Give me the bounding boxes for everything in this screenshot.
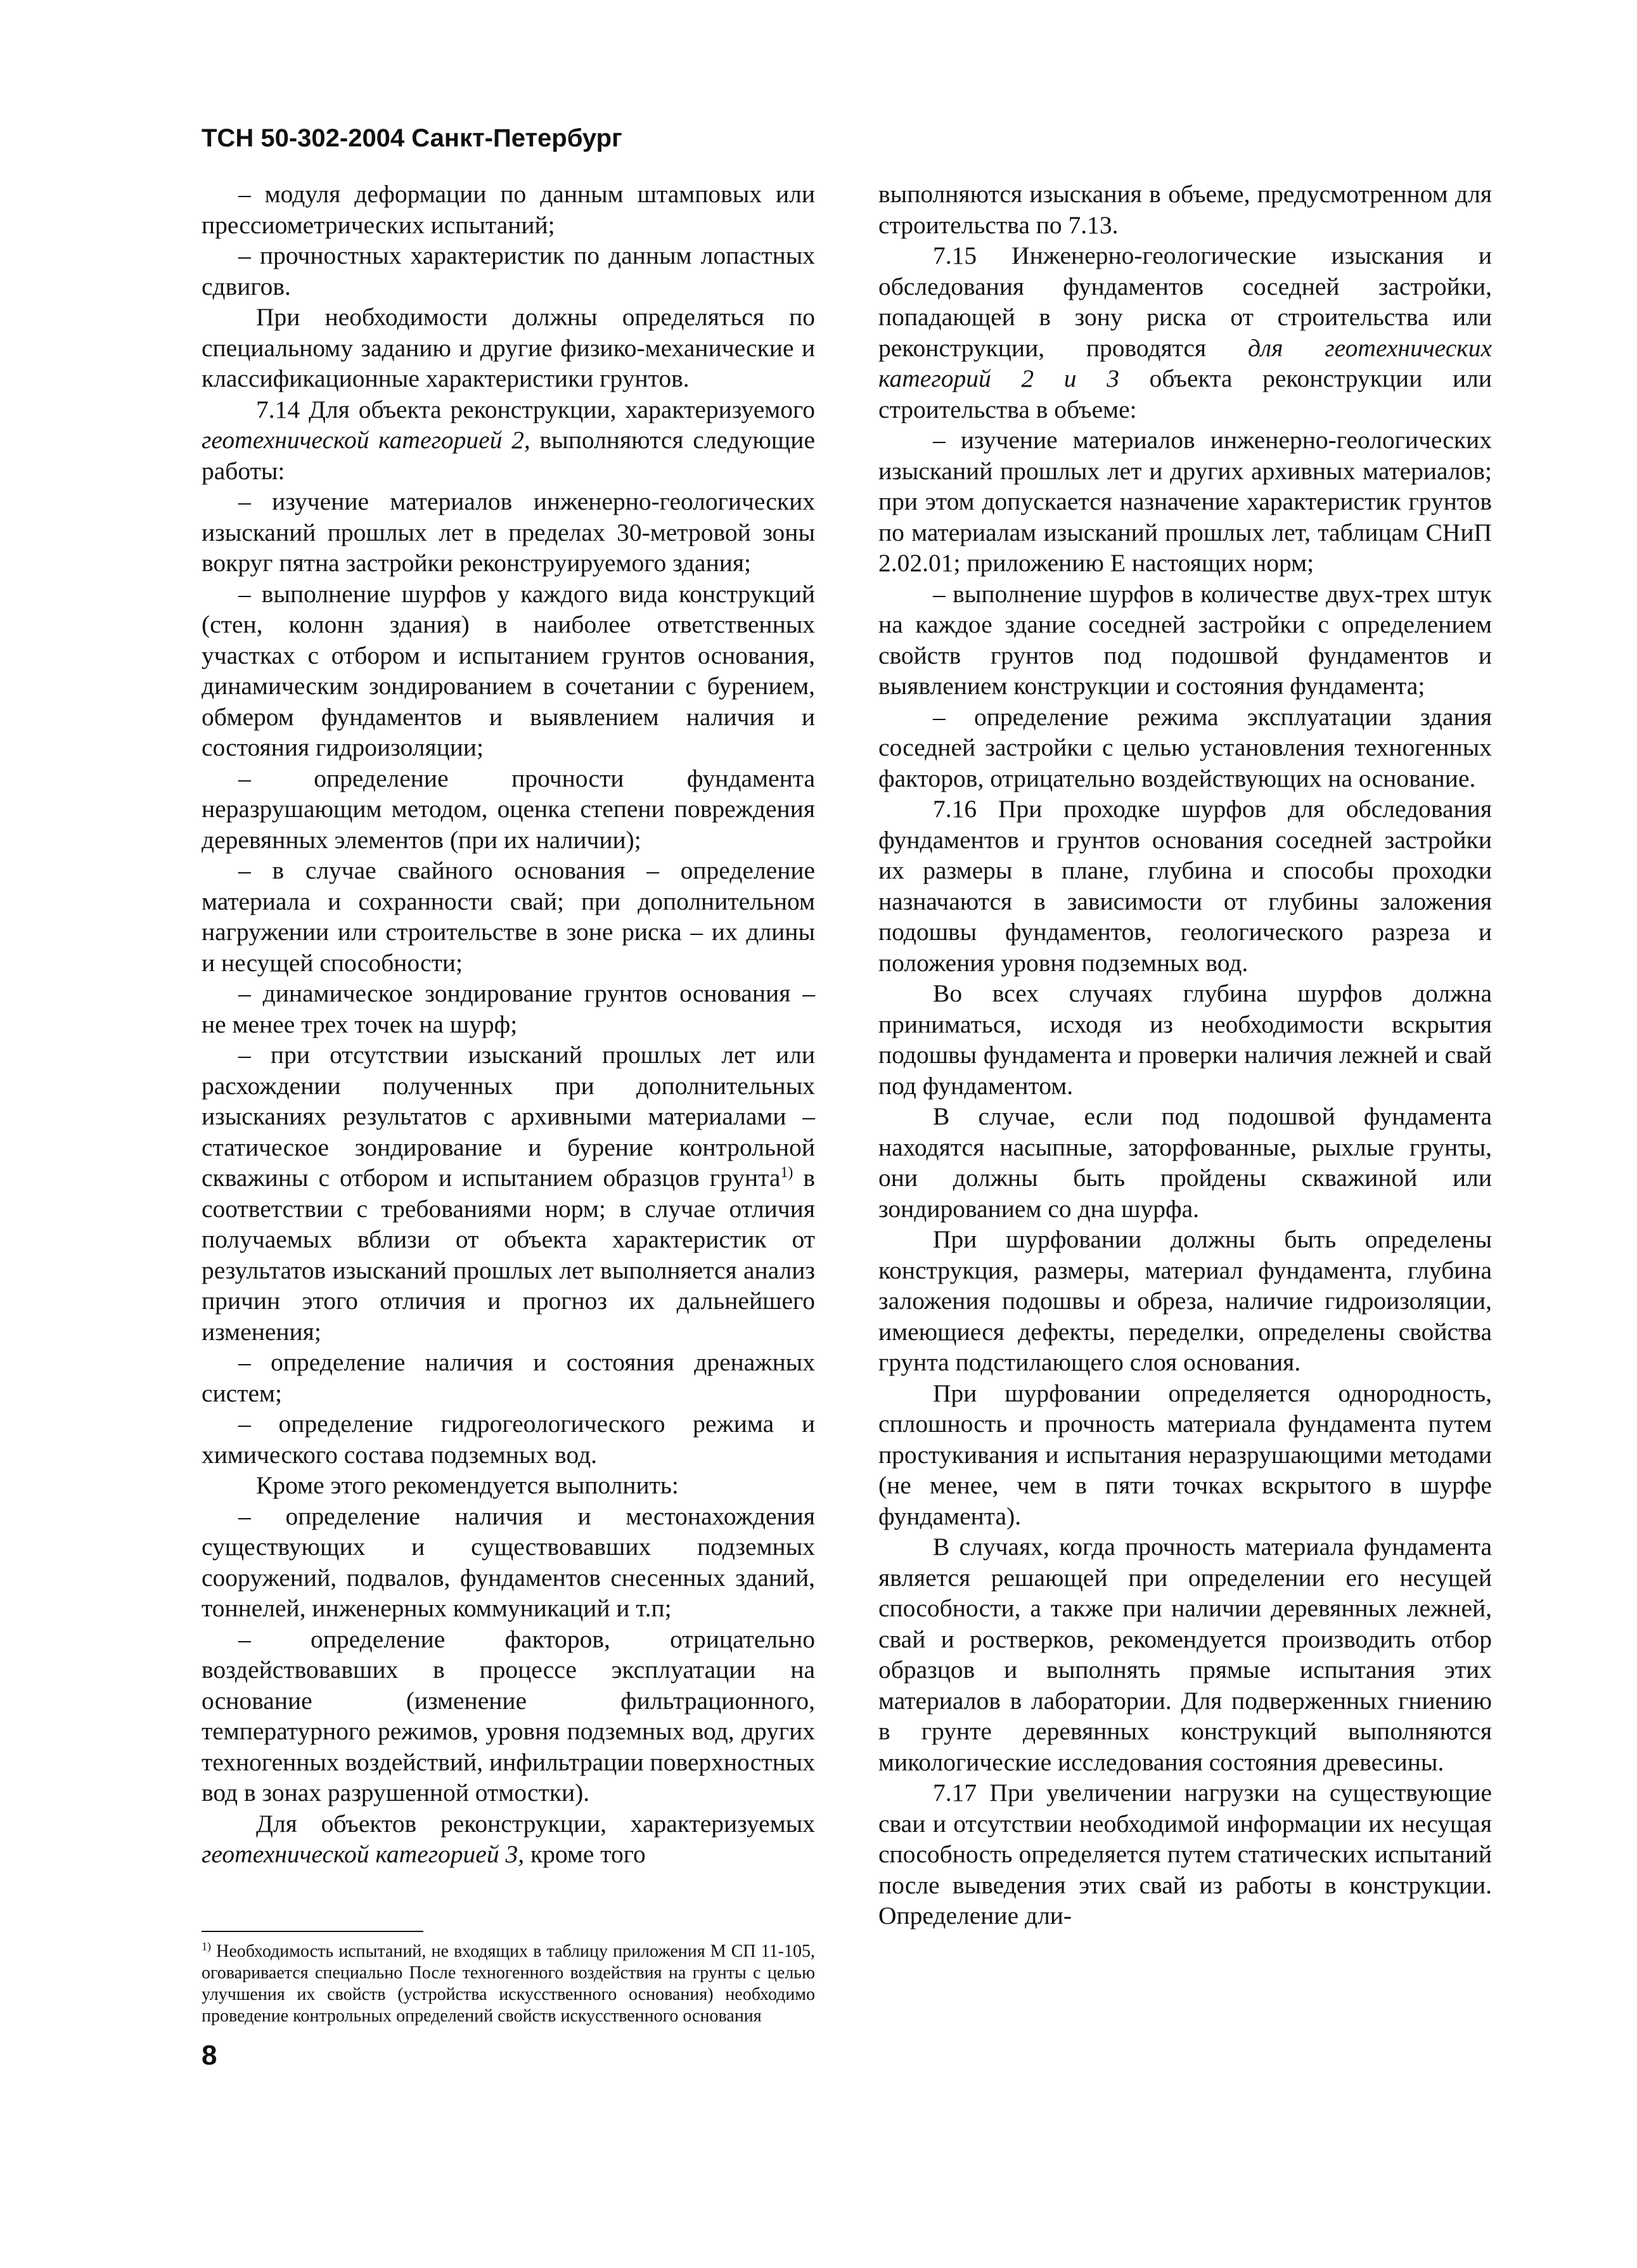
text: в соответствии с требованиями норм; в случае отличия получаемых вблизи от объекта характеристик от результатов изысканий прошлых лет выполняется анализ причин этого отличия и прогноз их дальнейшего изменения; bbox=[202, 1164, 815, 1346]
emphasis: геотехнической категорией 2, bbox=[202, 426, 530, 454]
paragraph: – определение факторов, отрицательно воздействовавших в процессе эксплуатации на основание (изменение фильтрационного, температурного режимов, уровня подземных вод, других техногенных воздействий, инфильтрации поверхностных вод в зонах разрушенной отмостки). bbox=[202, 1625, 815, 1807]
paragraph: – в случае свайного основания – определение материала и сохранности свай; при дополнительном нагружении или строительстве в зоне риска – их длины и несущей способности; bbox=[202, 856, 815, 977]
paragraph: Кроме этого рекомендуется выполнить: bbox=[256, 1471, 679, 1499]
paragraph: При необходимости должны определяться по специальному заданию и другие физико-механические и классификационные характеристики грунтов. bbox=[202, 303, 815, 392]
footnote-ref: 1) bbox=[780, 1164, 793, 1181]
section-7-17: 7.17 При увеличении нагрузки на существующие сваи и отсутствии необходимой информации их несущая способность определяется путем статических испытаний после выведения этих свай из работы в конструкции. Определение дли- bbox=[878, 1779, 1492, 1930]
paragraph bbox=[202, 1040, 815, 1347]
running-header: ТСН 50-302-2004 Санкт-Петербург bbox=[202, 124, 622, 152]
text: Для объектов реконструкции, характеризуемых bbox=[256, 1809, 815, 1838]
right-column bbox=[878, 179, 1492, 1931]
paragraph: – выполнение шурфов в количестве двух-трех штук на каждое здание соседней застройки с определением свойств грунтов под подошвой фундаментов и выявлением конструкции и состояния фундамента; bbox=[878, 579, 1492, 700]
paragraph: – выполнение шурфов у каждого вида конструкций (стен, колонн здания) в наиболее ответственных участках с отбором и испытанием грунтов основания, динамическим зондированием в сочетании с бурением, обмером фундаментов и выявлением наличия и состояния гидроизоляции; bbox=[202, 579, 815, 761]
paragraph: Во всех случаях глубина шурфов должна приниматься, исходя из необходимости вскрытия подошвы фундамента и проверки наличия лежней и свай под фундаментом. bbox=[878, 979, 1492, 1100]
paragraph: – динамическое зондирование грунтов основания – не менее трех точек на шурф; bbox=[202, 979, 815, 1038]
paragraph: – определение прочности фундамента неразрушающим методом, оценка степени повреждения деревянных элементов (при их наличии); bbox=[202, 764, 815, 854]
paragraph: При шурфовании определяется однородность, сплошность и прочность материала фундамента путем простукивания и испытания неразрушающими методами (не менее, чем в пяти точках вскрытого в шурфе фундамента). bbox=[878, 1379, 1492, 1530]
text: 7.15 Инженерно-геологические изыскания и обследования фундаментов соседней застройки, попадающей в зону риска от строительства или реконструкции, проводятся bbox=[878, 242, 1492, 362]
paragraph: – определение наличия и местонахождения существующих и существовавших подземных сооружений, подвалов, фундаментов снесенных зданий, тоннелей, инженерных коммуникаций и т.п; bbox=[202, 1502, 815, 1622]
text: кроме того bbox=[524, 1840, 646, 1868]
text: – при отсутствии изысканий прошлых лет или расхождении полученных при дополнительных изысканиях результатов с архивными материалами – статическое зондирование и бурение контрольной скважины с отбором и испытанием образцов грунта bbox=[202, 1041, 815, 1192]
footnote bbox=[202, 1941, 815, 2027]
paragraph: – модуля деформации по данным штамповых или прессиометрических испытаний; bbox=[202, 180, 815, 239]
text: выполняются следующие работы: bbox=[202, 426, 815, 485]
page-number: 8 bbox=[202, 2040, 217, 2071]
paragraph: – изучение материалов инженерно-геологических изысканий прошлых лет в пределах 30-метровой зоны вокруг пятна застройки реконструируемого здания; bbox=[202, 487, 815, 577]
section-7-16: 7.16 При проходке шурфов для обследования фундаментов и грунтов основания соседней застройки их размеры в плане, глубина и способы проходки назначаются в зависимости от глубины заложения подошвы фундаментов, геологического разреза и положения уровня подземных вод. bbox=[878, 795, 1492, 977]
left-column bbox=[202, 179, 815, 1870]
footnote-text: Необходимость испытаний, не входящих в таблицу приложения М СП 11-105, оговаривается специально После техногенного воздействия на грунты с целью улучшения их свойств (устройства искусственного основания) необходимо проведение контрольных определений свойств искусственного основания bbox=[202, 1942, 815, 2026]
paragraph: – определение режима эксплуатации здания соседней застройки с целью установления техногенных факторов, отрицательно воздействующих на основание. bbox=[878, 702, 1492, 792]
text: объекта реконструкции или строительства в объеме: bbox=[878, 364, 1492, 423]
paragraph: – изучение материалов инженерно-геологических изысканий прошлых лет и других архивных материалов; при этом допускается назначение характеристик грунтов по материалам изысканий прошлых лет, таблицам СНиП 2.02.01; приложению Е настоящих норм; bbox=[878, 426, 1492, 577]
paragraph: выполняются изыскания в объеме, предусмотренном для строительства по 7.13. bbox=[878, 180, 1492, 239]
footnote-marker: 1) bbox=[202, 1940, 211, 1953]
paragraph: – определение наличия и состояния дренажных систем; bbox=[202, 1348, 815, 1407]
paragraph bbox=[202, 1808, 815, 1870]
paragraph: В случаях, когда прочность материала фундамента является решающей при определении его несущей способности, а также при наличии деревянных лежней, свай и ростверков, рекомендуется производить отбор образцов и выполнять прямые испытания этих материалов в лаборатории. Для подверженных гниению в грунте деревянных конструкций выполняются микологические исследования состояния древесины. bbox=[878, 1533, 1492, 1776]
paragraph: – прочностных характеристик по данным лопастных сдвигов. bbox=[202, 242, 815, 300]
footnote-divider bbox=[202, 1931, 423, 1932]
section-7-15 bbox=[878, 240, 1492, 425]
paragraph: При шурфовании должны быть определены конструкция, размеры, материал фундамента, глубина заложения подошвы и обреза, наличие гидроизоляции, имеющиеся дефекты, переделки, определены свойства грунта подстилающего слоя основания. bbox=[878, 1225, 1492, 1376]
paragraph: – определение гидрогеологического режима и химического состава подземных вод. bbox=[202, 1410, 815, 1469]
section-7-14 bbox=[202, 394, 815, 487]
emphasis: для геотехнических категорий 2 и 3 bbox=[878, 333, 1492, 392]
emphasis: геотехнической категорией 3, bbox=[202, 1840, 525, 1868]
paragraph: В случае, если под подошвой фундамента находятся насыпные, заторфованные, рыхлые грунты, они должны быть пройдены скважиной или зондированием со дна шурфа. bbox=[878, 1102, 1492, 1223]
text: 7.14 Для объекта реконструкции, характеризуемого bbox=[256, 395, 815, 423]
